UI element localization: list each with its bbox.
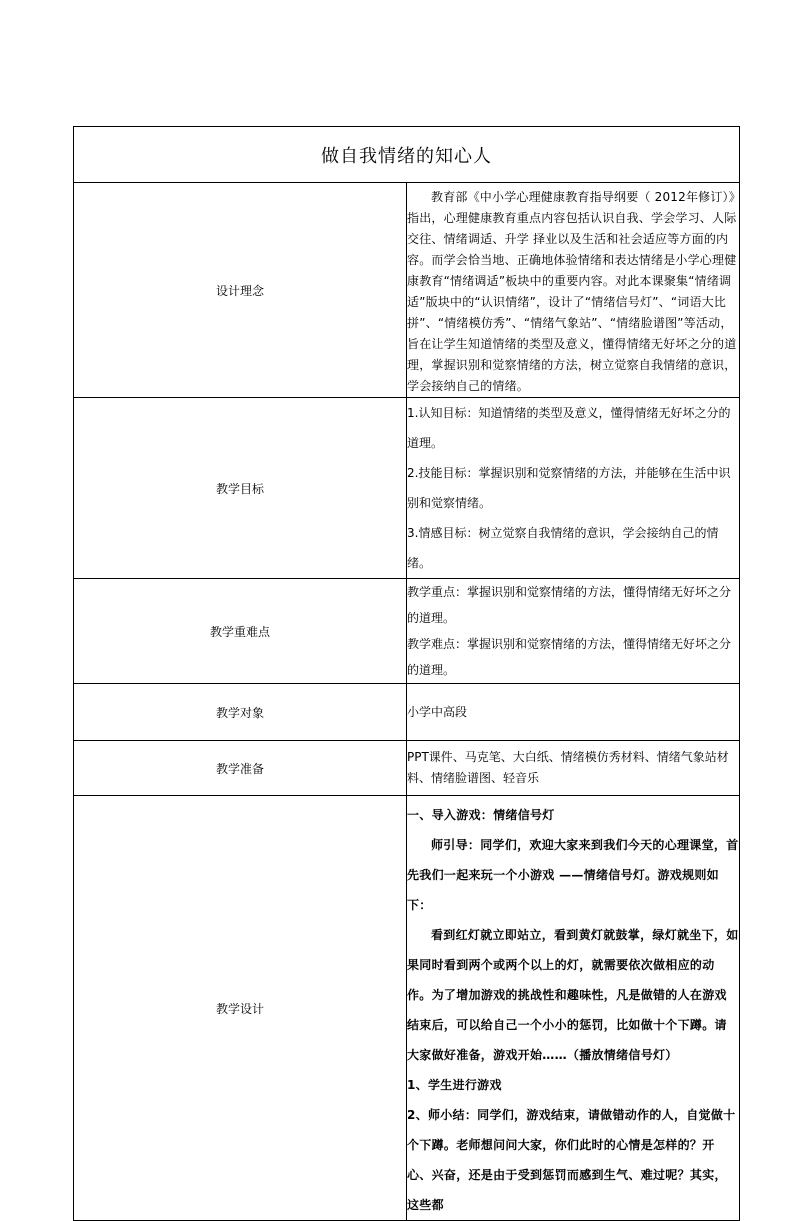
design-step-2: 2、师小结：同学们，游戏结束，请做错动作的人，自觉做十个下蹲。老师想问问大家，你们此时的心情是怎样的？开心、兴奋，还是由于受到惩罚而感到生气、难过呢？其实，这些都 xyxy=(407,1108,736,1212)
teaching-goals-cell xyxy=(407,398,740,579)
goal-cognitive: 1.认知目标：知道情绪的类型及意义，懂得情绪无好坏之分的道理。 xyxy=(407,406,731,450)
title-row xyxy=(74,127,740,183)
document-title: 做自我情绪的知心人 xyxy=(74,127,740,183)
key-point-difficulty: 教学难点：掌握识别和觉察情绪的方法，懂得情绪无好坏之分的道理。 xyxy=(407,637,732,677)
key-points-label: 教学重难点 xyxy=(74,579,407,684)
teaching-goals-label: 教学目标 xyxy=(74,398,407,579)
goal-skill: 2.技能目标：掌握识别和觉察情绪的方法，并能够在生活中识别和觉察情绪。 xyxy=(407,466,731,510)
preparation-value: PPT课件、马克笔、大白纸、情绪模仿秀材料、情绪气象站材料、情绪脸谱图、轻音乐 xyxy=(407,741,740,796)
design-concept-row xyxy=(74,183,740,398)
design-concept-text: 教育部《中小学心理健康教育指导纲要（ 2012年修订）》指出，心理健康教育重点内容包括认识自我、学会学习、人际交往、情绪调适、升学 择业以及生活和社会适应等方面的内容。而学会恰当地、正确地体验情绪和表达情绪是小学心理健康教育“情绪调适”板块中的重要内容。对此本课聚集“情绪调适”版块中的“认识情绪”，设计了“情绪信号灯”、“词语大比拼”、“情绪模仿秀”、“情绪气象站”、“情绪脸谱图”等活动，旨在让学生知道情绪的类型及意义，懂得情绪无好坏之分的道理，掌握识别和觉察情绪的方法，树立觉察自我情绪的意识，学会接纳自己的情绪。 xyxy=(407,190,737,393)
teaching-goals-row xyxy=(74,398,740,579)
design-section-heading: 一、导入游戏：情绪信号灯 xyxy=(407,808,555,822)
design-concept-cell xyxy=(407,183,740,398)
goal-emotional: 3.情感目标：树立觉察自我情绪的意识，学会接纳自己的情绪。 xyxy=(407,526,719,570)
teaching-design-label: 教学设计 xyxy=(74,796,407,1221)
preparation-label: 教学准备 xyxy=(74,741,407,796)
design-concept-label: 设计理念 xyxy=(74,183,407,398)
design-game-rules: 看到红灯就立即站立，看到黄灯就鼓掌，绿灯就坐下，如果同时看到两个或两个以上的灯，就需要依次做相应的动作。为了增加游戏的挑战性和趣味性，凡是做错的人在游戏结束后，可以给自己一个小小的惩罚，比如做十个下蹲。请大家做好准备，游戏开始……（播放情绪信号灯） xyxy=(407,928,739,1062)
key-points-row xyxy=(74,579,740,684)
teaching-design-row xyxy=(74,796,740,1221)
design-step-1: 1、学生进行游戏 xyxy=(407,1078,502,1092)
teaching-design-cell xyxy=(407,796,740,1221)
lesson-plan-table xyxy=(73,126,740,1221)
target-label: 教学对象 xyxy=(74,684,407,741)
design-teacher-guide: 师引导：同学们，欢迎大家来到我们今天的心理课堂，首先我们一起来玩一个小游戏 ——情绪信号灯。游戏规则如下： xyxy=(407,838,739,912)
target-row xyxy=(74,684,740,741)
target-value: 小学中高段 xyxy=(407,684,740,741)
key-points-cell xyxy=(407,579,740,684)
preparation-row xyxy=(74,741,740,796)
lesson-plan-page xyxy=(73,126,740,1221)
key-point-focus: 教学重点：掌握识别和觉察情绪的方法，懂得情绪无好坏之分的道理。 xyxy=(407,585,732,625)
